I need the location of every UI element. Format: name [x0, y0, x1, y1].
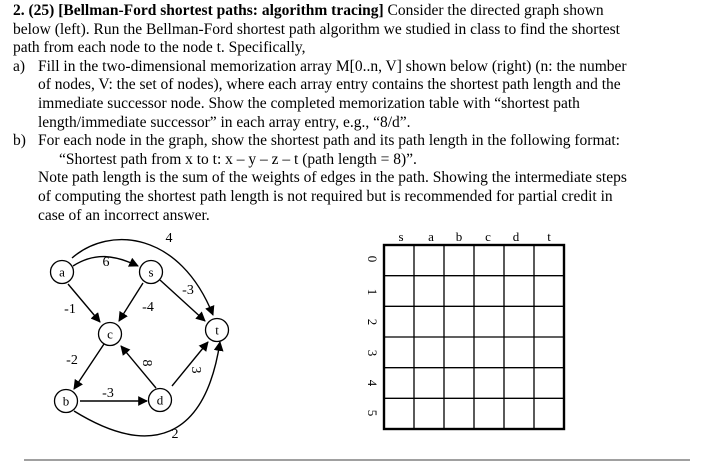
row-label-1: 1	[365, 288, 380, 296]
node-s	[140, 261, 163, 284]
part-a-label: a)	[13, 57, 26, 75]
col-header-d: d	[512, 229, 520, 244]
row-label-2: 2	[365, 318, 380, 326]
node-d	[149, 389, 172, 412]
weight-s-c: -4	[142, 300, 154, 315]
weight-b-t: 2	[171, 427, 179, 442]
part-b-text-1: For each node in the graph, show the shortest path and its path length in the following format:	[38, 132, 620, 150]
weight-a-s: 6	[102, 255, 110, 270]
weight-d-t: 3	[188, 366, 203, 374]
weight-b-d: -3	[102, 386, 114, 401]
weight-a-c: -1	[64, 302, 76, 317]
node-t	[206, 319, 229, 342]
edge-d-c	[121, 346, 156, 388]
node-b	[55, 390, 78, 413]
node-c	[99, 323, 122, 346]
bottom-divider	[24, 459, 690, 461]
part-b-line-5: case of an incorrect answer.	[38, 206, 210, 224]
svg-text:d: d	[156, 392, 164, 408]
weight-a-t: 4	[165, 231, 173, 246]
problem-title: [Bellman-Ford shortest paths: algorithm tracing]	[58, 2, 384, 19]
intro-line-3: path from each node to the node t. Specifically,	[13, 39, 306, 57]
memo-table-grid	[360, 228, 580, 438]
svg-text:a: a	[59, 264, 65, 280]
row-label-0: 0	[365, 255, 380, 263]
part-a-line-3: immediate successor node. Show the completed memorization table with “shortest path	[38, 94, 580, 112]
col-header-s: s	[398, 229, 404, 244]
svg-text:c: c	[107, 326, 113, 342]
weight-c-b: -2	[66, 353, 78, 368]
part-a-text-1: Fill in the two-dimensional memorization array M[0..n, V] shown below (right) (n: the number	[38, 57, 627, 75]
row-label-5: 5	[365, 409, 380, 417]
problem-number: 2.	[13, 2, 25, 19]
weight-s-t: -3	[182, 283, 194, 298]
part-a-line-2: of nodes, V: the set of nodes), where each array entry contains the shortest path length and the	[38, 76, 621, 94]
part-b-label: b)	[13, 132, 26, 150]
edge-s-c	[119, 283, 143, 321]
col-header-a: a	[428, 229, 434, 244]
col-header-t: t	[547, 229, 551, 244]
part-b-line-3: Note path length is the sum of the weights of edges in the path. Showing the intermediate steps	[38, 169, 627, 187]
memo-table	[360, 228, 580, 443]
row-label-4: 4	[365, 379, 380, 387]
svg-text:t: t	[215, 322, 219, 338]
intro-line-2: below (left). Run the Bellman-Ford shortest path algorithm we studied in class to find the shortest	[13, 20, 620, 38]
weight-d-c: 8	[139, 359, 154, 367]
edge-c-b	[74, 344, 104, 389]
part-b-line-4: of computing the shortest path length is not required but is recommended for partial credit in	[38, 187, 613, 205]
svg-text:b: b	[62, 393, 70, 409]
edge-d-t	[172, 342, 208, 386]
row-label-3: 3	[365, 349, 380, 357]
part-a-line-4: length/immediate successor” in each array entry, e.g., “8/d”.	[38, 113, 411, 131]
col-header-c: c	[485, 229, 491, 244]
col-header-b: b	[455, 229, 463, 244]
node-a	[51, 261, 74, 284]
part-b-line-2: “Shortest path from x to t: x – y – z – t (path length = 8)”.	[59, 150, 417, 168]
intro-line-1: Consider the directed graph shown	[387, 2, 604, 19]
svg-text:s: s	[148, 264, 154, 280]
problem-points: (25)	[28, 2, 55, 19]
